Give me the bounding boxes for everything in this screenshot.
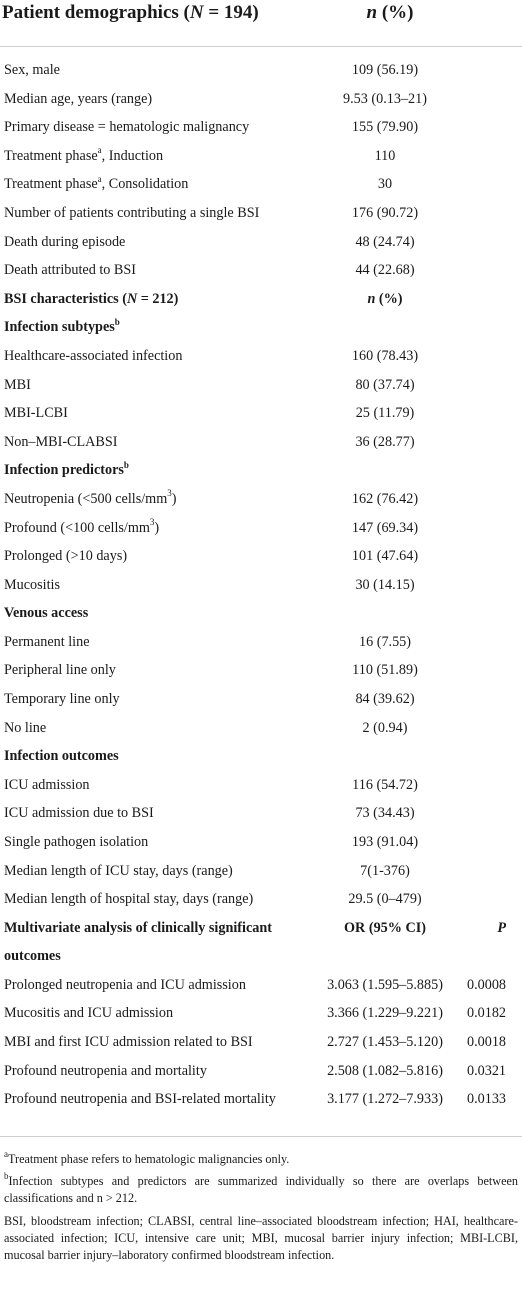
row-value: 3.366 (1.229–9.221): [327, 1005, 443, 1022]
row-label: No line: [4, 719, 47, 736]
row-label: Profound (<100 cells/$mm^3$): [4, 516, 160, 536]
table-row: [0, 828, 522, 857]
table-row: [0, 256, 522, 285]
table-row: [0, 542, 522, 571]
row-value: 30: [377, 176, 393, 193]
row-label: Profound neutropenia and BSI-related mortality: [4, 1091, 276, 1108]
table-header: [0, 0, 522, 47]
row-label: Permanent line: [4, 633, 90, 650]
header-n-percent: n (%): [366, 2, 414, 23]
row-value: 155 (79.90): [351, 119, 419, 136]
row-label: Treatment phase$^a$, Induction: [4, 145, 164, 164]
row-label: Mucositis: [4, 576, 60, 593]
header-patient-demographics: Patient demographics (N = 194): [2, 2, 259, 23]
table-row: [0, 857, 522, 886]
row-label: Healthcare-associated infection: [4, 347, 183, 364]
footnote-marker: a: [97, 173, 102, 184]
row-label: MBI: [4, 376, 31, 393]
row-value: 3.177 (1.272–7.933): [327, 1091, 443, 1108]
table-row: [0, 514, 522, 543]
row-label: Temporary line only: [4, 691, 120, 708]
footnote-a: $^a$Treatment phase refers to hematologic malignancies only.: [4, 1148, 290, 1166]
table-row: [0, 428, 522, 457]
footnote-abbreviations: BSI, bloodstream infection; CLABSI, central line–associated bloodstream infection; HAI, healthcare-associated infection; ICU, intensive care unit; MBI, mucosal barrier injury infection; MBI-LCBI, mucosal barrier injury–laboratory confirmed bloodstream infection.: [4, 1213, 518, 1263]
section-header-infection-subtypes: [0, 313, 522, 342]
row-value: 162 (76.42): [351, 490, 419, 507]
row-p-value: 0.0133: [466, 1091, 506, 1108]
row-value: 29.5 (0–479): [348, 891, 422, 908]
row-value: 2.508 (1.082–5.816): [327, 1062, 443, 1079]
section-header-infection-outcomes: [0, 742, 522, 771]
table-row: [0, 170, 522, 199]
row-value: 147 (69.34): [351, 519, 419, 536]
row-p-value: 0.0321: [466, 1062, 506, 1079]
row-value: 25 (11.79): [355, 405, 415, 422]
row-label: Profound neutropenia and mortality: [4, 1062, 207, 1079]
footnote-marker: a: [97, 145, 102, 156]
table-row: [0, 771, 522, 800]
row-value: 110 (51.89): [352, 662, 418, 679]
table-row: [0, 56, 522, 85]
header-p-value: P: [497, 919, 506, 936]
footnote-marker: b: [114, 316, 120, 327]
table-row: [0, 228, 522, 257]
table-row: [0, 371, 522, 400]
footnote-b: $^b$Infection subtypes and predictors are summarized individually so there are overlaps between classifications and n > 212.: [4, 1171, 518, 1206]
section-header-multivariate: [0, 914, 522, 971]
row-label: Median length of ICU stay, days (range): [4, 862, 233, 879]
row-label: Peripheral line only: [4, 662, 116, 679]
section-header-infection-predictors: [0, 456, 522, 485]
row-value: 2 (0.94): [362, 719, 408, 736]
section-header-bsi-characteristics: [0, 285, 522, 314]
table-row: [0, 656, 522, 685]
row-label: Prolonged neutropenia and ICU admission: [4, 976, 246, 993]
row-label: ICU admission: [4, 776, 90, 793]
table-row: [0, 1028, 522, 1057]
row-value: 176 (90.72): [351, 204, 419, 221]
row-label: Median length of hospital stay, days (range): [4, 891, 254, 908]
table-row: [0, 628, 522, 657]
row-label: Non–MBI-CLABSI: [4, 433, 118, 450]
row-p-value: 0.0018: [466, 1034, 506, 1050]
table-body: [0, 56, 522, 1142]
row-value: 48 (24.74): [355, 233, 415, 250]
section-header-venous-access: [0, 599, 522, 628]
table-row: [0, 885, 522, 914]
section-label: Multivariate analysis of clinically significant outcomes: [4, 919, 272, 965]
row-value: 116 (54.72): [352, 776, 418, 793]
row-label: Neutropenia (<500 cells/$mm^3$): [4, 488, 177, 507]
row-label: Treatment phase$^a$, Consolidation: [4, 173, 189, 193]
table-footnotes: [0, 1136, 522, 1269]
row-value: 80 (37.74): [355, 376, 415, 393]
table-row: [0, 1057, 522, 1086]
table-row: [0, 999, 522, 1028]
row-p-value: 0.0182: [466, 1005, 506, 1022]
row-value: 30 (14.15): [355, 576, 415, 593]
table-row: [0, 971, 522, 1000]
row-label: MBI and first ICU admission related to BSI: [4, 1034, 253, 1050]
table-row: [0, 685, 522, 714]
footnote-marker: a: [4, 1148, 8, 1159]
table-row: [0, 571, 522, 600]
row-label: Median age, years (range): [4, 90, 153, 107]
section-label: BSI characteristics (N = 212): [4, 290, 179, 307]
footnote-marker: b: [4, 1171, 9, 1182]
section-label: Venous access: [4, 605, 89, 622]
section-label: Infection subtypes$^b$: [4, 316, 120, 336]
row-label: Death attributed to BSI: [4, 262, 136, 279]
section-value-header: n (%): [367, 290, 403, 307]
row-label: MBI-LCBI: [4, 405, 68, 422]
row-label: Primary disease = hematologic malignancy: [4, 119, 250, 136]
row-value: 9.53 (0.13–21): [343, 90, 427, 107]
row-label: ICU admission due to BSI: [4, 805, 154, 822]
row-value: 3.063 (1.595–5.885): [327, 976, 443, 993]
table-row: [0, 1085, 522, 1142]
row-value: 73 (34.43): [355, 805, 415, 822]
row-value: 193 (91.04): [351, 834, 419, 851]
table-row: [0, 113, 522, 142]
row-value: 110: [374, 147, 396, 164]
row-value: 7(1-376): [360, 862, 410, 879]
row-label: Single pathogen isolation: [4, 834, 149, 851]
section-label: Infection predictors$^b$: [4, 459, 129, 479]
table-row: [0, 799, 522, 828]
footnote-marker: b: [123, 459, 129, 470]
row-label: Prolonged (>10 days): [4, 548, 128, 565]
section-label: Infection outcomes: [4, 748, 119, 765]
table-row: [0, 199, 522, 228]
row-value: 109 (56.19): [351, 62, 419, 78]
row-label: Death during episode: [4, 233, 126, 250]
table-row: [0, 485, 522, 514]
row-label: Sex, male: [4, 62, 60, 78]
row-value: 84 (39.62): [355, 691, 415, 708]
row-label: Mucositis and ICU admission: [4, 1005, 174, 1022]
table-row: [0, 85, 522, 114]
row-p-value: 0.0008: [466, 976, 506, 993]
table-row: [0, 342, 522, 371]
row-value: 2.727 (1.453–5.120): [327, 1034, 443, 1050]
header-or-ci: OR (95% CI): [344, 919, 426, 936]
row-value: 160 (78.43): [351, 347, 419, 364]
table-row: [0, 399, 522, 428]
row-label: Number of patients contributing a single BSI: [4, 204, 260, 221]
row-value: 36 (28.77): [355, 433, 415, 450]
row-value: 101 (47.64): [351, 548, 419, 565]
row-value: 16 (7.55): [358, 633, 411, 650]
table-row: [0, 142, 522, 171]
row-value: 44 (22.68): [355, 262, 415, 279]
table-row: [0, 714, 522, 743]
